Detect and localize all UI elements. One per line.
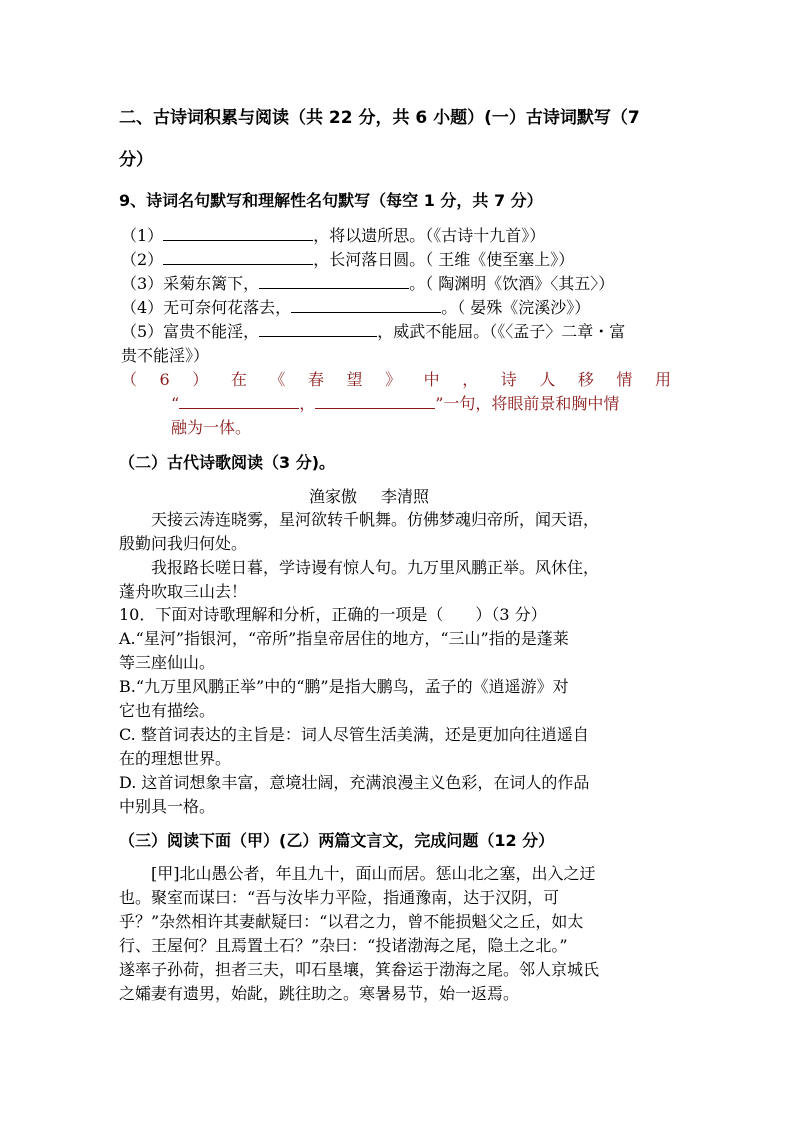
stanza-1-line1: 天接云涛连晓雾，星河欲转千帆舞。仿佛梦魂归帝所，闻天语， xyxy=(151,510,600,529)
classical-line-1: [甲]北山愚公者，年且九十，面山而居。惩山北之塞，出入之迂 xyxy=(151,864,596,883)
q9-item-4-suffix: 。（ 晏殊《浣溪沙》） xyxy=(441,298,591,317)
answer-blank[interactable] xyxy=(163,224,313,241)
answer-blank[interactable] xyxy=(291,296,441,313)
answer-blank[interactable] xyxy=(163,248,313,265)
classical-text xyxy=(119,862,679,1006)
q9-item-5-prefix: （5）富贵不能淫， xyxy=(121,322,260,341)
answer-blank[interactable] xyxy=(315,392,435,409)
close-quote-text: ”一句，将眼前景和胸中情 xyxy=(435,394,620,413)
classical-line-2: 也。聚室而谋曰：“吾与汝毕力平险，指通豫南，达于汉阴，可 xyxy=(119,888,560,907)
q9-item-6-line1: （6）在《春望》中，诗人移情用 xyxy=(121,370,671,389)
q9-item-5-suffix: ，威武不能屈。（《〈孟子〉二章・富 xyxy=(377,322,626,341)
q10-option-d-1: D. 这首词想象丰富，意境壮阔，充满浪漫主义色彩，在词人的作品 xyxy=(119,773,590,792)
q9-item-5-cont: 贵不能淫》） xyxy=(121,346,210,365)
poem-title: 渔家傲 xyxy=(309,487,358,506)
stanza-2 xyxy=(119,556,674,604)
q9-item-5 xyxy=(121,320,625,344)
q10-option-b-2: 它也有描绘。 xyxy=(119,701,216,720)
comma: ， xyxy=(299,394,316,413)
q9-item-6-line3: 融为一体。 xyxy=(171,418,252,437)
part3-title: （三）阅读下面（甲）(乙）两篇文言文，完成问题（12 分） xyxy=(119,831,555,850)
q9-item-1-prefix: （1） xyxy=(121,226,164,245)
classical-line-3: 乎？”杂然相许其妻献疑曰：“以君之力，曾不能损魁父之丘，如太 xyxy=(119,912,584,931)
q9-title: 9、诗词名句默写和理解性名句默写（每空 1 分，共 7 分） xyxy=(119,191,543,210)
q9-item-3-prefix: （3）采菊东篱下， xyxy=(121,274,260,293)
q9-item-4-prefix: （4）无可奈何花落去， xyxy=(121,298,292,317)
stanza-2-line2: 蓬舟吹取三山去！ xyxy=(119,582,248,601)
q10-stem: 10．下面对诗歌理解和分析，正确的一项是（ ）（3 分） xyxy=(119,605,547,624)
q10 xyxy=(119,603,674,819)
answer-blank[interactable] xyxy=(259,320,377,337)
classical-line-4: 行、王屋何？且焉置土石？”杂曰：“投诸渤海之尾，隐土之北。” xyxy=(119,936,568,955)
q9-item-2 xyxy=(121,248,574,272)
q9-item-3 xyxy=(121,272,614,296)
q10-option-c-2: 在的理想世界。 xyxy=(119,749,232,768)
q9-item-3-suffix: 。（ 陶渊明《饮酒》〈其五〉） xyxy=(409,274,615,293)
q10-option-a-1: A.“星河”指银河，“帝所”指皇帝居住的地方，“三山”指的是蓬莱 xyxy=(119,629,569,648)
q9-item-6-line2 xyxy=(171,392,619,416)
section-title-cont: 分） xyxy=(119,150,153,170)
stanza-1 xyxy=(119,508,674,556)
stanza-1-line2: 殷勤问我归何处。 xyxy=(119,534,248,553)
q9-item-1 xyxy=(121,224,545,248)
q10-option-b-1: B.“九万里风鹏正举”中的“鹏”是指大鹏鸟，孟子的《逍遥游》对 xyxy=(119,677,569,696)
poem-heading xyxy=(309,485,429,509)
q10-option-c-1: C. 整首词表达的主旨是：词人尽管生活美满，还是更加向往逍遥自 xyxy=(119,725,589,744)
q9-item-1-suffix: ，将以遗所思。（《古诗十九首》） xyxy=(313,226,546,245)
answer-blank[interactable] xyxy=(259,272,409,289)
q10-option-a-2: 等三座仙山。 xyxy=(119,653,216,672)
q9-item-4 xyxy=(121,296,590,320)
classical-line-6: 之孀妻有遗男，始龀，跳往助之。寒暑易节，始一返焉。 xyxy=(119,984,520,1003)
q9-item-2-suffix: ，长河落日圆。（ 王维《使至塞上》） xyxy=(313,250,575,269)
q9-item-2-prefix: （2） xyxy=(121,250,164,269)
answer-blank[interactable] xyxy=(179,392,299,409)
part2-title: （二）古代诗歌阅读（3 分)。 xyxy=(119,453,336,472)
q10-option-d-2: 中别具一格。 xyxy=(119,797,216,816)
section-title: 二、古诗词积累与阅读（共 22 分，共 6 小题）(一）古诗词默写（7 xyxy=(119,108,640,128)
classical-line-5: 遂率子孙荷，担者三夫，叩石垦壤，箕畚运于渤海之尾。邻人京城氏 xyxy=(119,960,600,979)
poem-author: 李清照 xyxy=(381,487,430,506)
stanza-2-line1: 我报路长嗟日暮，学诗谩有惊人句。九万里风鹏正举。风休住， xyxy=(151,558,600,577)
open-quote: “ xyxy=(171,394,180,413)
